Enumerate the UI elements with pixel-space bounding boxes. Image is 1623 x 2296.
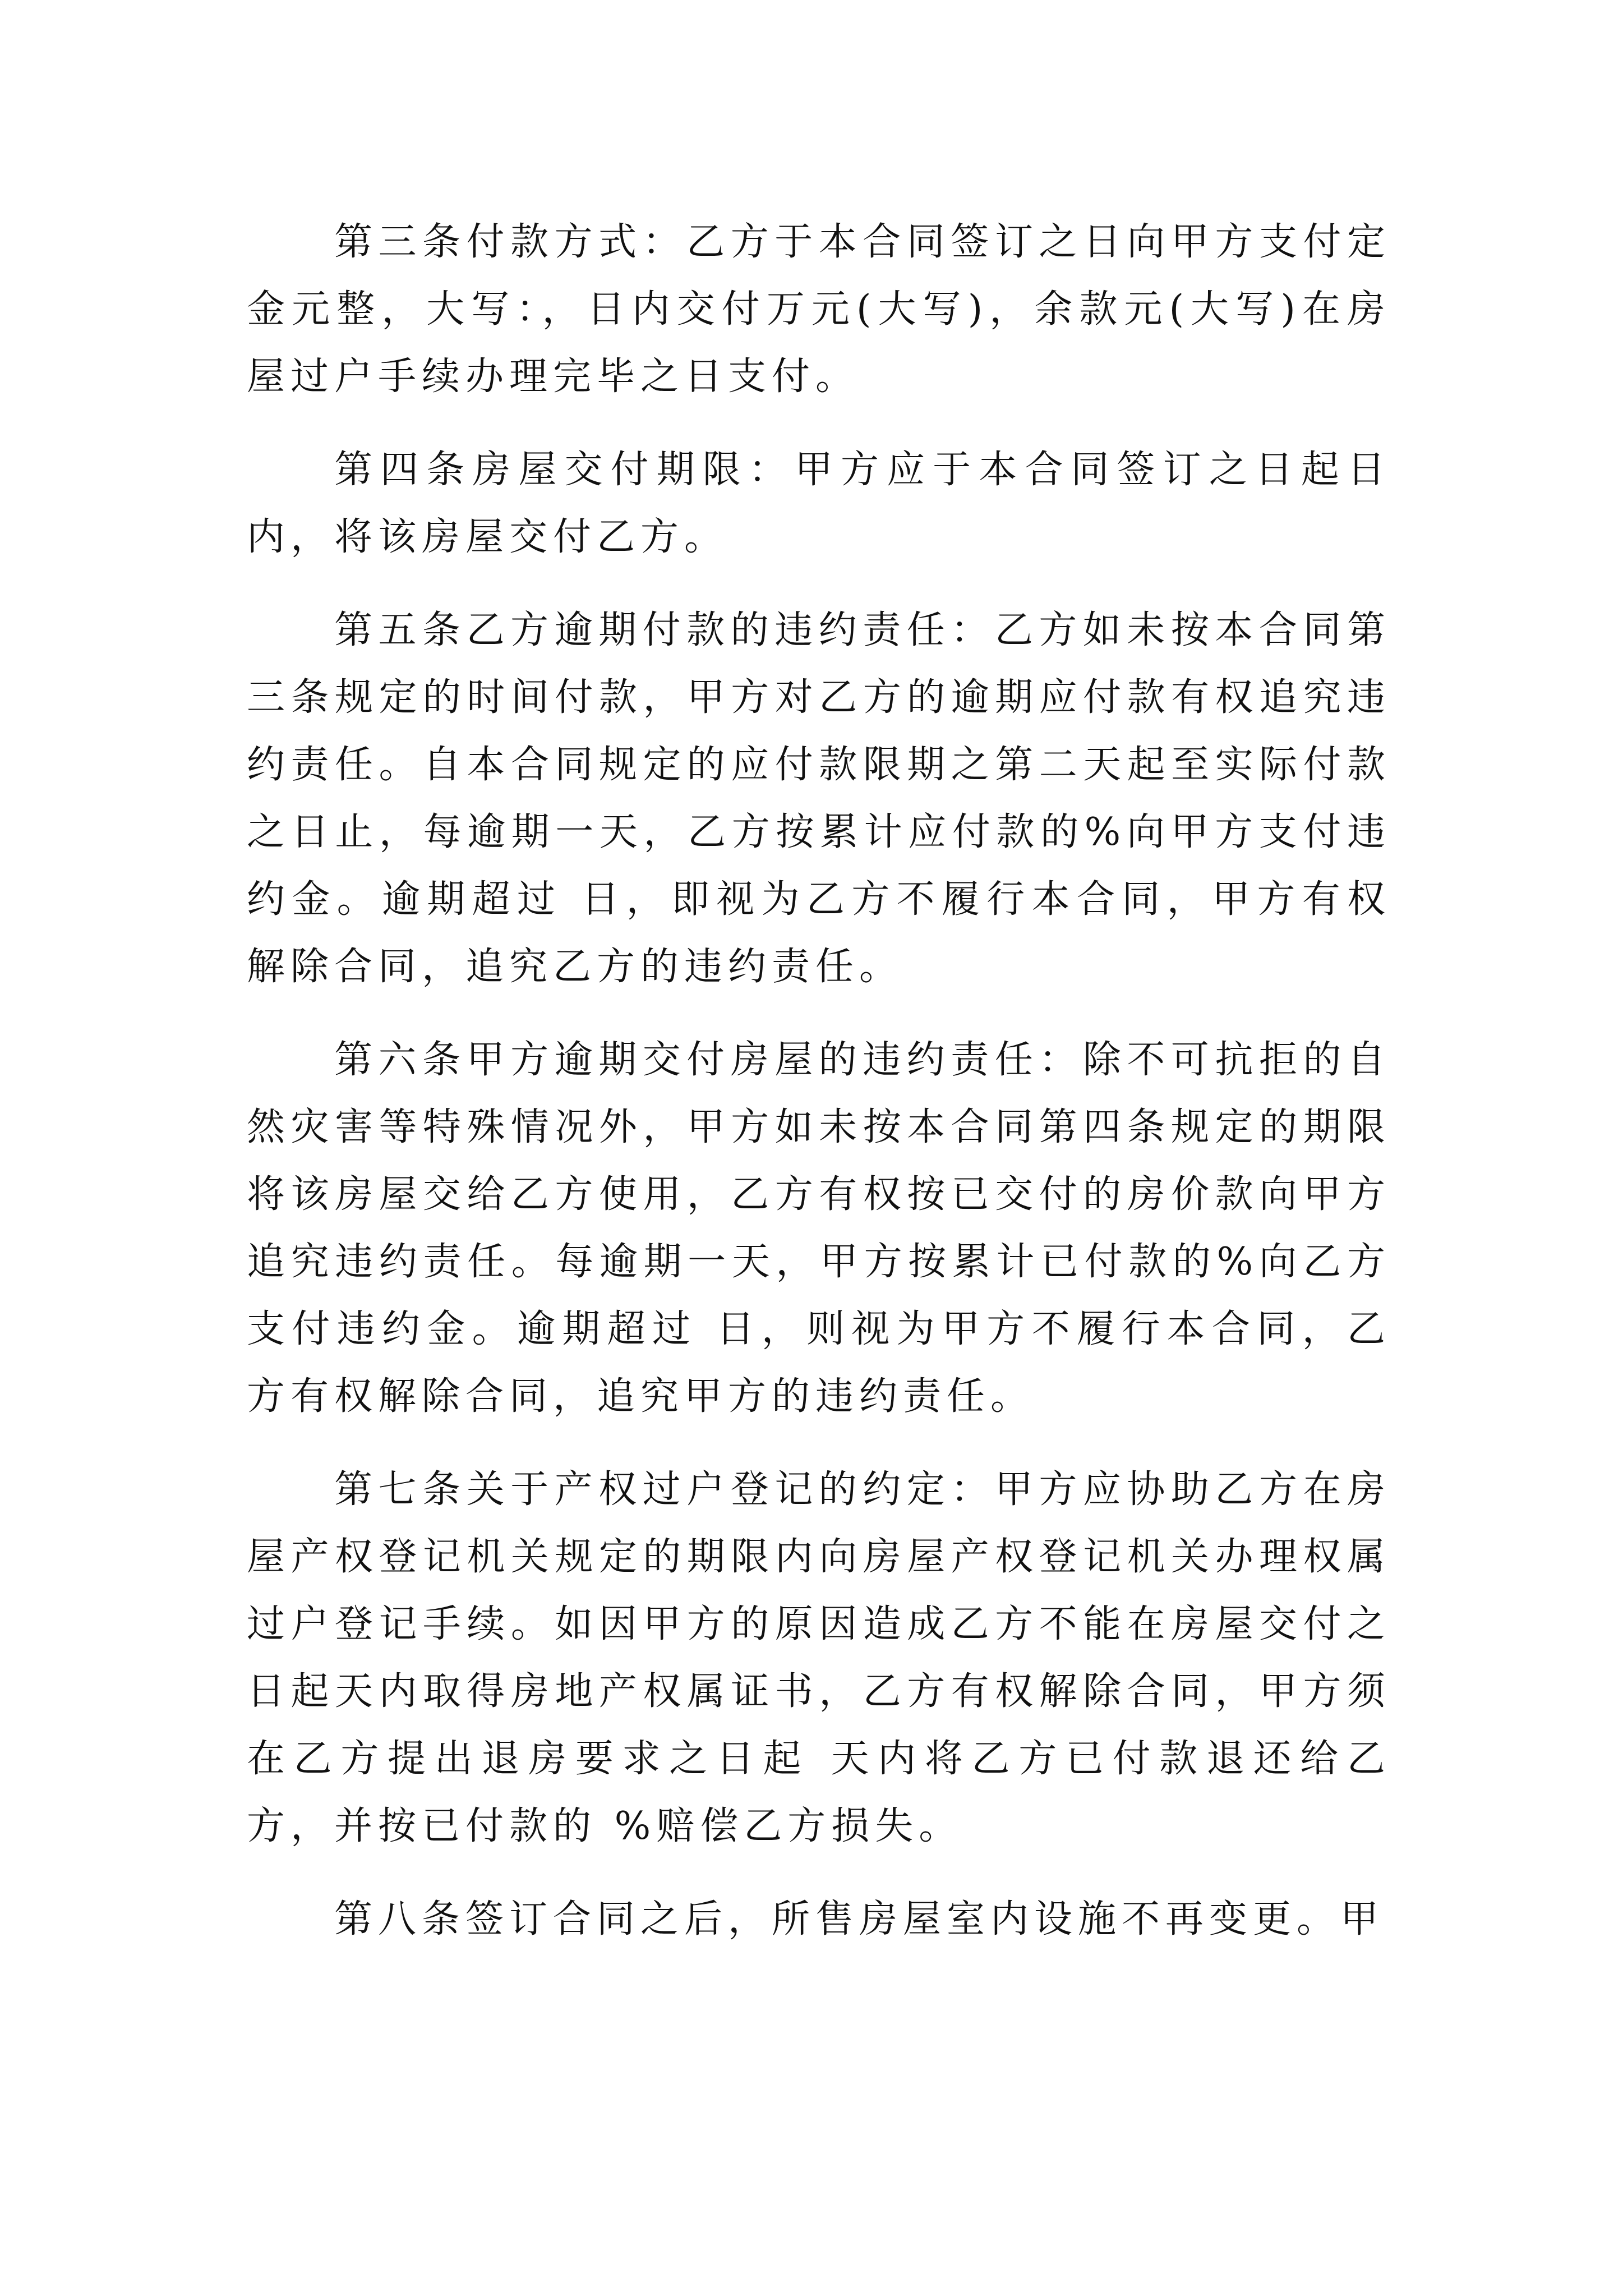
clause-3-payment-method: 第三条付款方式：乙方于本合同签订之日向甲方支付定金元整，大写：，日内交付万元(大写)，余款元(大写)在房屋过户手续办理完毕之日支付。 (247, 220, 1391, 399)
clause-8-fixtures: 第八条签订合同之后，所售房屋室内设施不再变更。甲 (334, 1897, 1385, 1941)
contract-body (247, 209, 1391, 1953)
clause-6-late-delivery-liability: 第六条甲方逾期交付房屋的违约责任：除不可抗拒的自然灾害等特殊情况外，甲方如未按本合同第四条规定的期限将该房屋交给乙方使用，乙方有权按已交付的房价款向甲方追究违约责任。每逾期一天，甲方按累计已付款的%向乙方支付违约金。逾期超过 日，则视为甲方不履行本合同，乙方有权解除合同，追究甲方的违约责任。 (247, 1038, 1391, 1419)
clause-7-title-transfer: 第七条关于产权过户登记的约定：甲方应协助乙方在房屋产权登记机关规定的期限内向房屋产权登记机关办理权属过户登记手续。如因甲方的原因造成乙方不能在房屋交付之日起天内取得房地产权属证书，乙方有权解除合同，甲方须在乙方提出退房要求之日起 天内将乙方已付款退还给乙方，并按已付款的 %赔偿乙方损失。 (247, 1467, 1391, 1848)
clause-5-late-payment-liability: 第五条乙方逾期付款的违约责任：乙方如未按本合同第三条规定的时间付款，甲方对乙方的逾期应付款有权追究违约责任。自本合同规定的应付款限期之第二天起至实际付款之日止，每逾期一天，乙方按累计应付款的%向甲方支付违约金。逾期超过 日，即视为乙方不履行本合同，甲方有权解除合同，追究乙方的违约责任。 (247, 608, 1391, 989)
clause-4-delivery-deadline: 第四条房屋交付期限：甲方应于本合同签订之日起日内，将该房屋交付乙方。 (247, 448, 1391, 559)
